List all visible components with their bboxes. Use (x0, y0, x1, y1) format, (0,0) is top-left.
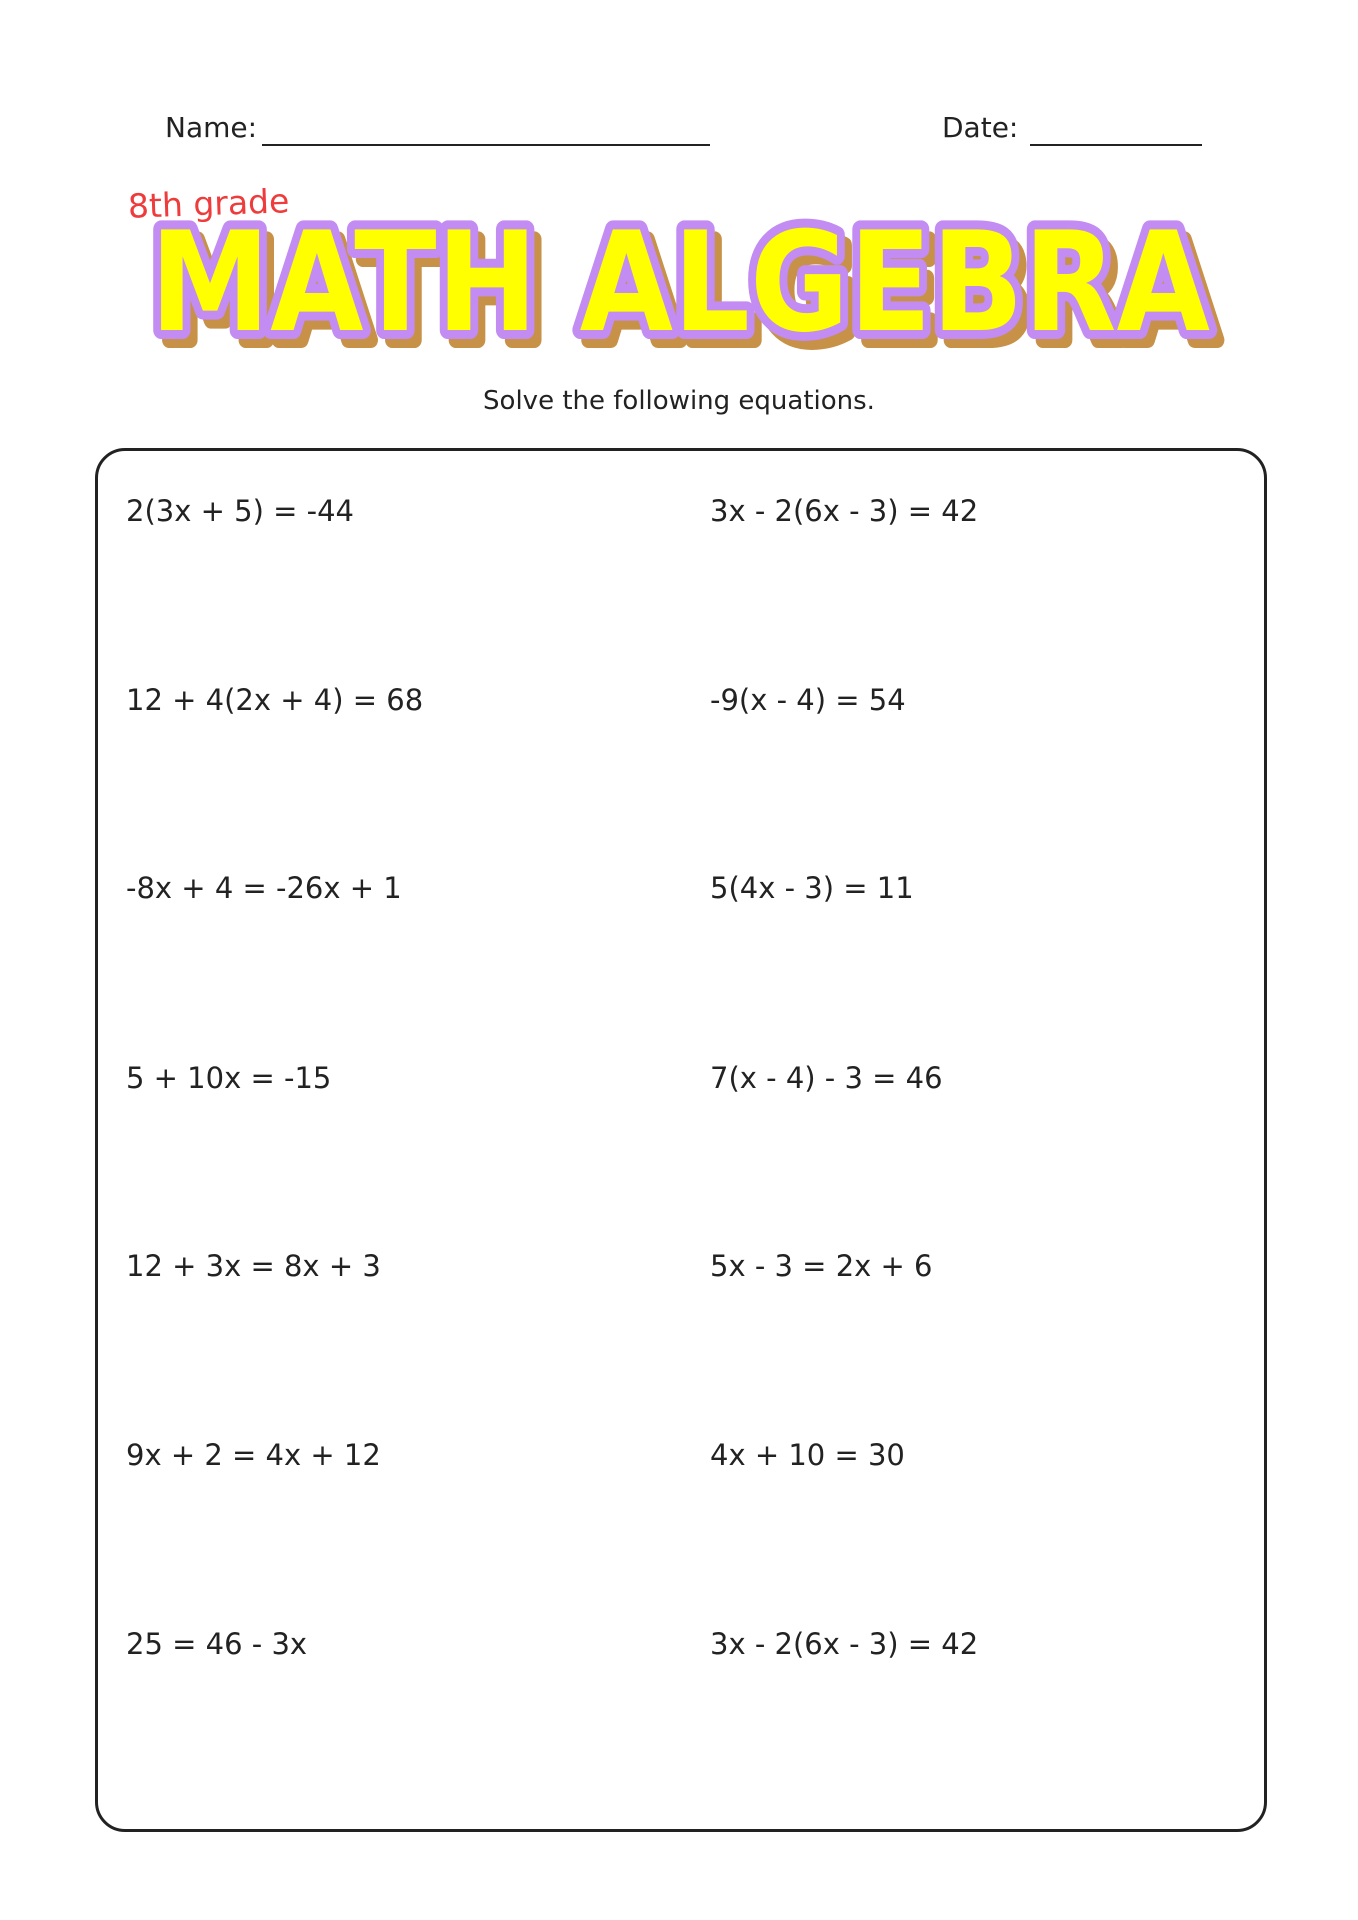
grade-subtitle: 8th grade (127, 181, 290, 226)
problem-item: 25 = 46 - 3x (126, 1627, 308, 1661)
problem-item: 2(3x + 5) = -44 (126, 494, 354, 528)
date-field-line[interactable] (1030, 144, 1202, 146)
problem-item: 5 + 10x = -15 (126, 1061, 332, 1095)
problem-item: 5x - 3 = 2x + 6 (710, 1249, 933, 1283)
problem-item: 3x - 2(6x - 3) = 42 (710, 1627, 979, 1661)
problem-item: 12 + 4(2x + 4) = 68 (126, 683, 424, 717)
name-field-line[interactable] (262, 144, 710, 146)
instructions: Solve the following equations. (483, 386, 875, 416)
problem-item: -8x + 4 = -26x + 1 (126, 871, 402, 905)
problem-item: 7(x - 4) - 3 = 46 (710, 1061, 943, 1095)
worksheet-title (150, 202, 1230, 362)
problem-item: 4x + 10 = 30 (710, 1438, 905, 1472)
problem-item: 3x - 2(6x - 3) = 42 (710, 494, 979, 528)
problem-item: -9(x - 4) = 54 (710, 683, 906, 717)
title-outline: MATH ALGEBRA (150, 202, 1211, 362)
problem-item: 12 + 3x = 8x + 3 (126, 1249, 381, 1283)
title-text: MATH ALGEBRA (150, 202, 1211, 362)
name-label: Name: (165, 111, 258, 144)
date-label: Date: (942, 111, 1019, 144)
title-shadow: MATH ALGEBRA (158, 212, 1219, 362)
problem-item: 5(4x - 3) = 11 (710, 871, 914, 905)
problem-item: 9x + 2 = 4x + 12 (126, 1438, 381, 1472)
